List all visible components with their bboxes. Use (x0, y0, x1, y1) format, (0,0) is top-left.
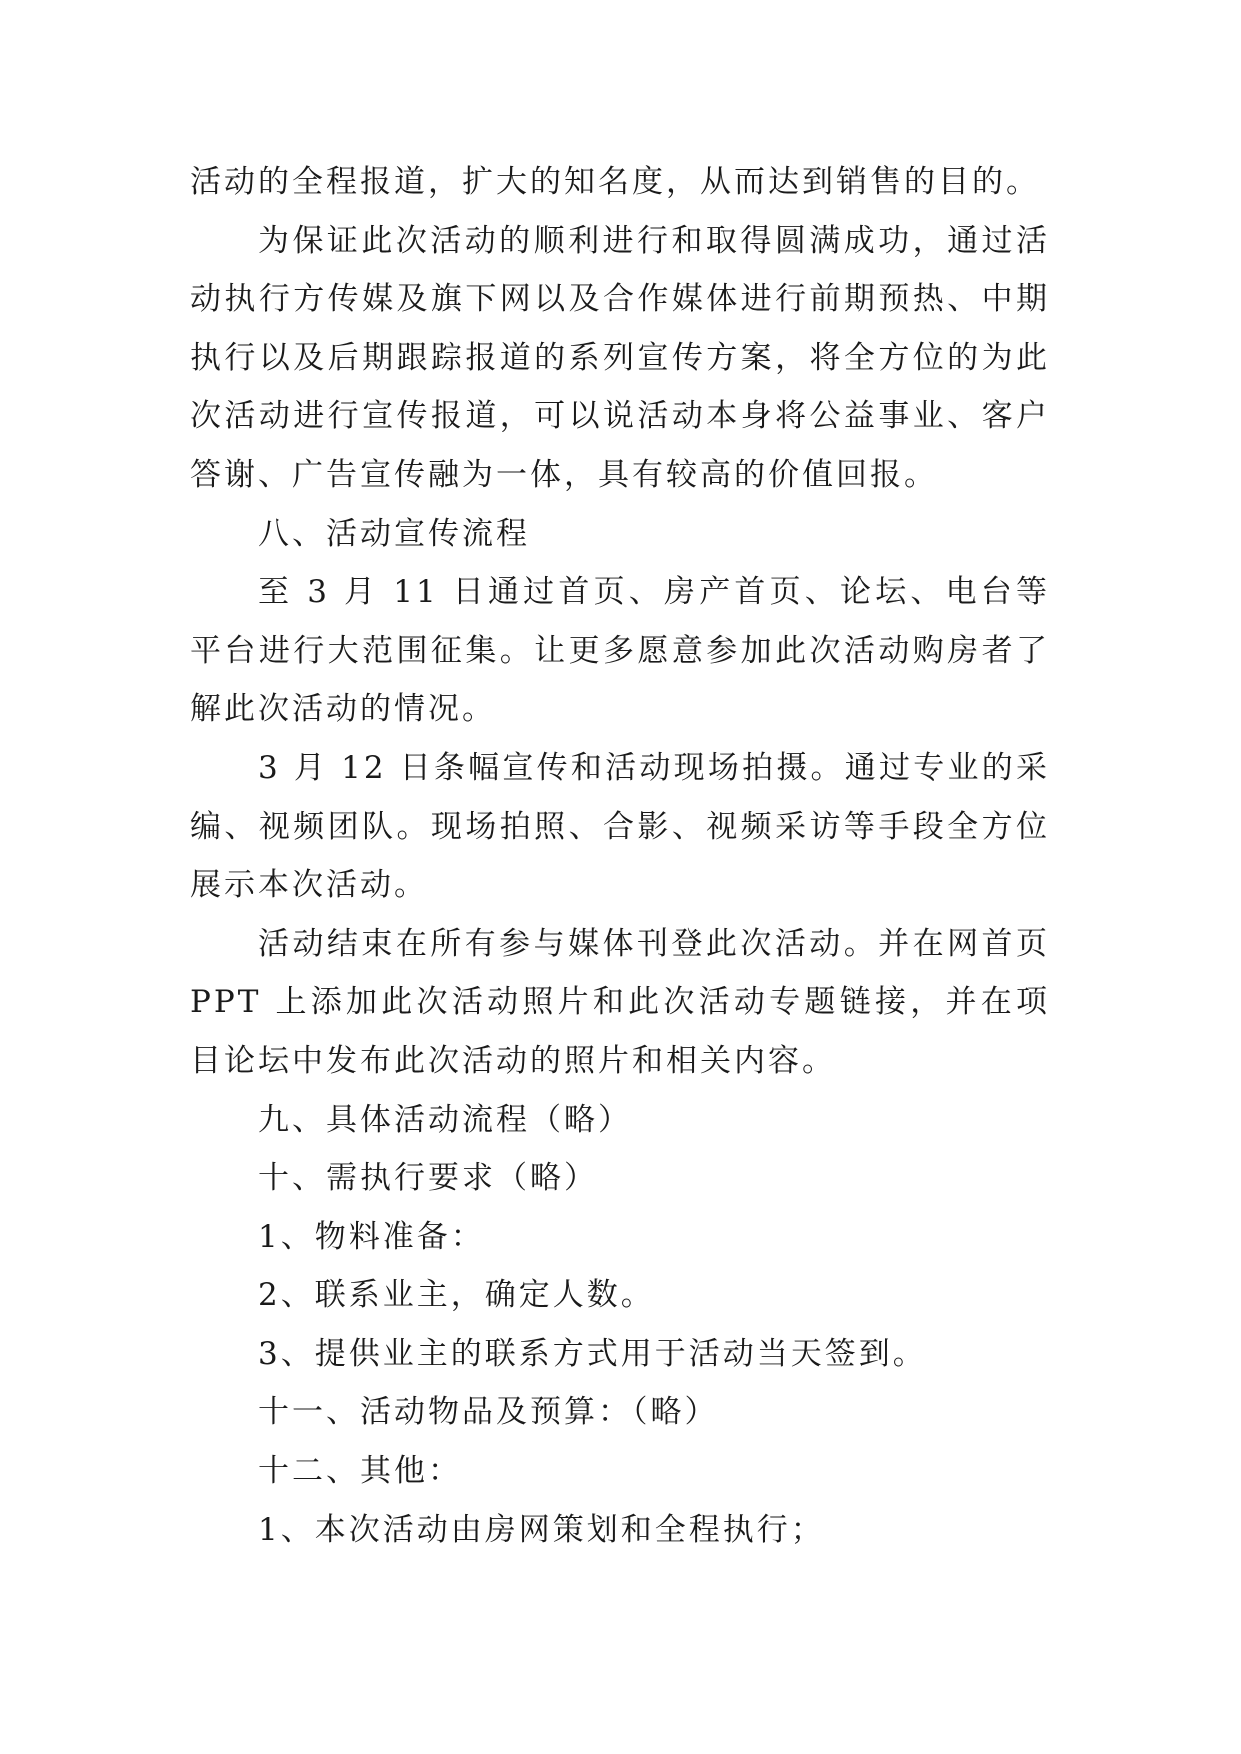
list-item-contact-owners: 2、联系业主，确定人数。 (258, 1277, 655, 1314)
list-item-sign-in: 3、提供业主的联系方式用于活动当天签到。 (258, 1335, 927, 1372)
section-heading-11: 十一、活动物品及预算：（略） (258, 1394, 719, 1431)
document-body (190, 153, 1050, 1559)
section-heading-9: 九、具体活动流程（略） (258, 1101, 632, 1138)
paragraph-continuation: 活动的全程报道，扩大的知名度，从而达到销售的目的。 (190, 164, 1040, 200)
paragraph-march-12: 3 月 12 日条幅宣传和活动现场拍摄。通过专业的采编、视频团队。现场拍照、合影、视频采访等手段全方位展示本次活动。 (190, 749, 1050, 904)
list-item-execution: 1、本次活动由房网策划和全程执行； (258, 1511, 825, 1548)
paragraph-promotion-intro: 为保证此次活动的顺利进行和取得圆满成功，通过活动执行方传媒及旗下网以及合作媒体进行前期预热、中期执行以及后期跟踪报道的系列宣传方案，将全方位的为此次活动进行宣传报道，可以说活动本身将公益事业、客户答谢、广告宣传融为一体，具有较高的价值回报。 (190, 222, 1050, 493)
paragraph-march-11: 至 3 月 11 日通过首页、房产首页、论坛、电台等平台进行大范围征集。让更多愿意参加此次活动购房者了解此次活动的情况。 (190, 574, 1050, 728)
section-heading-12: 十二、其他： (258, 1453, 462, 1490)
section-heading-10: 十、需执行要求（略） (258, 1160, 598, 1197)
paragraph-after-event: 活动结束在所有参与媒体刊登此次活动。并在网首页 PPT 上添加此次活动照片和此次活动专题链接，并在项目论坛中发布此次活动的照片和相关内容。 (190, 925, 1050, 1079)
section-heading-8: 八、活动宣传流程 (258, 515, 530, 552)
list-item-materials: 1、物料准备： (258, 1218, 485, 1255)
